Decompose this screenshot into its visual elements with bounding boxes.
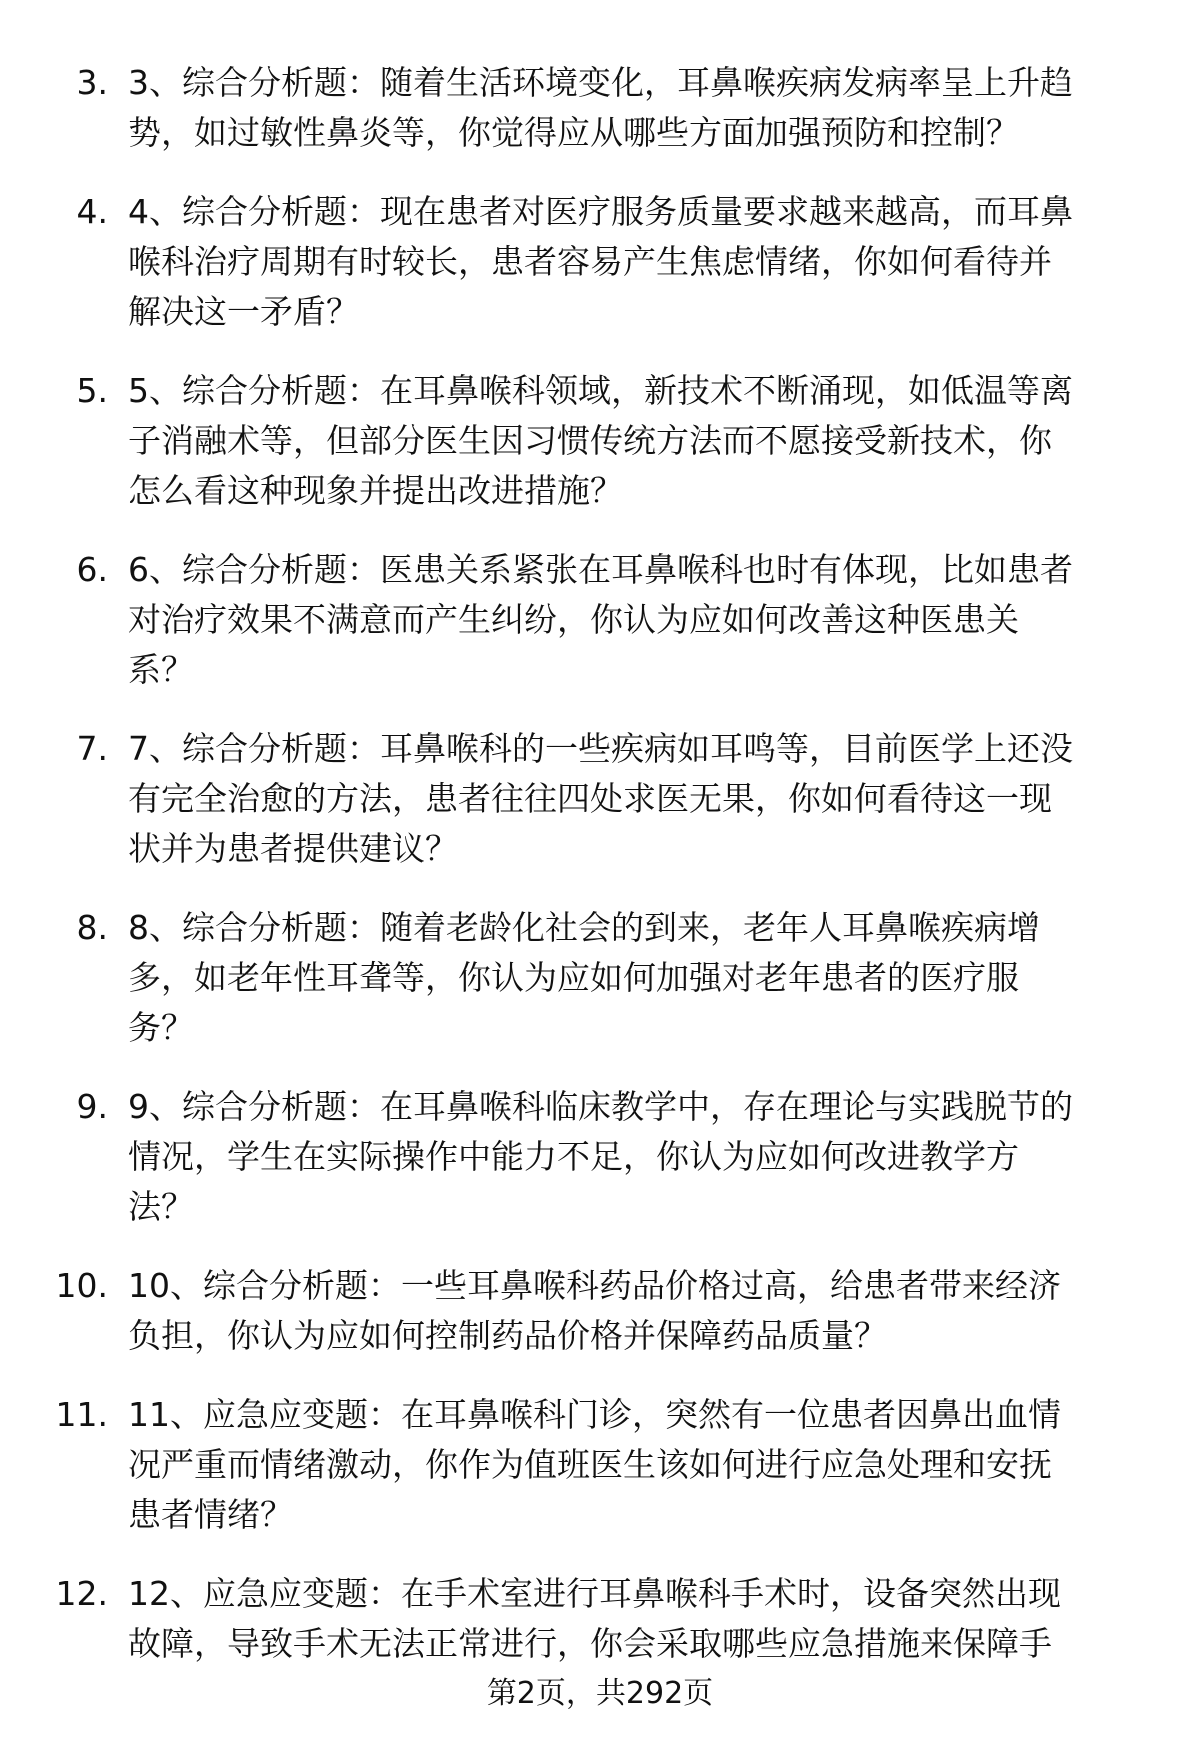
question-number: 7. [76, 729, 108, 768]
question-text [128, 1082, 1178, 1232]
question-text [128, 187, 1178, 337]
question-line: 况严重而情绪激动，你作为值班医生该如何进行应急处理和安抚 [128, 1445, 1052, 1484]
question-number: 8. [76, 908, 108, 947]
question-line: 12、应急应变题：在手术室进行耳鼻喉科手术时，设备突然出现 [128, 1574, 1061, 1613]
question-item [0, 1569, 1200, 1669]
question-number: 6. [76, 550, 108, 589]
question-line: 对治疗效果不满意而产生纠纷，你认为应如何改善这种医患关 [128, 600, 1019, 639]
question-line: 解决这一矛盾？ [128, 292, 359, 331]
question-item [0, 545, 1200, 695]
question-line: 7、综合分析题：耳鼻喉科的一些疾病如耳鸣等，目前医学上还没 [128, 729, 1073, 768]
question-number: 10. [55, 1266, 108, 1305]
question-item [0, 724, 1200, 874]
question-text [128, 545, 1178, 695]
question-line: 故障，导致手术无法正常进行，你会采取哪些应急措施来保障手 [128, 1624, 1052, 1663]
question-text [128, 903, 1178, 1053]
question-line: 3、综合分析题：随着生活环境变化，耳鼻喉疾病发病率呈上升趋 [128, 63, 1073, 102]
question-text [128, 1569, 1178, 1669]
question-line: 10、综合分析题：一些耳鼻喉科药品价格过高，给患者带来经济 [128, 1266, 1061, 1305]
question-item [0, 903, 1200, 1053]
question-line: 11、应急应变题：在耳鼻喉科门诊，突然有一位患者因鼻出血情 [128, 1395, 1061, 1434]
question-line: 情况，学生在实际操作中能力不足，你认为应如何改进教学方 [128, 1137, 1019, 1176]
question-line: 6、综合分析题：医患关系紧张在耳鼻喉科也时有体现，比如患者 [128, 550, 1073, 589]
question-line: 系？ [128, 650, 194, 689]
question-number: 11. [55, 1395, 108, 1434]
question-number: 4. [76, 192, 108, 231]
question-text [128, 1261, 1178, 1361]
page-number: 第2页，共292页 [486, 1676, 714, 1711]
question-line: 状并为患者提供建议？ [128, 829, 458, 868]
question-line: 势，如过敏性鼻炎等，你觉得应从哪些方面加强预防和控制？ [128, 113, 1019, 152]
question-item [0, 1261, 1200, 1361]
question-line: 务？ [128, 1008, 194, 1047]
question-line: 喉科治疗周期有时较长，患者容易产生焦虑情绪，你如何看待并 [128, 242, 1052, 281]
question-line: 子消融术等，但部分医生因习惯传统方法而不愿接受新技术，你 [128, 421, 1052, 460]
question-number: 3. [76, 63, 108, 102]
question-item [0, 58, 1200, 158]
question-line: 有完全治愈的方法，患者往往四处求医无果，你如何看待这一现 [128, 779, 1052, 818]
question-number: 5. [76, 371, 108, 410]
question-number: 12. [55, 1574, 108, 1613]
question-item [0, 1390, 1200, 1540]
question-line: 法？ [128, 1187, 194, 1226]
question-line: 5、综合分析题：在耳鼻喉科领域，新技术不断涌现，如低温等离 [128, 371, 1073, 410]
question-text [128, 58, 1178, 158]
question-line: 4、综合分析题：现在患者对医疗服务质量要求越来越高，而耳鼻 [128, 192, 1073, 231]
question-text [128, 1390, 1178, 1540]
question-text [128, 724, 1178, 874]
question-item [0, 366, 1200, 516]
question-line: 负担，你认为应如何控制药品价格并保障药品质量？ [128, 1316, 887, 1355]
question-number: 9. [76, 1087, 108, 1126]
question-line: 怎么看这种现象并提出改进措施？ [128, 471, 623, 510]
question-item [0, 187, 1200, 337]
question-text [128, 366, 1178, 516]
question-line: 9、综合分析题：在耳鼻喉科临床教学中，存在理论与实践脱节的 [128, 1087, 1073, 1126]
question-line: 多，如老年性耳聋等，你认为应如何加强对老年患者的医疗服 [128, 958, 1019, 997]
question-line: 患者情绪？ [128, 1495, 293, 1534]
question-list [0, 58, 1200, 1698]
question-item [0, 1082, 1200, 1232]
question-line: 8、综合分析题：随着老龄化社会的到来，老年人耳鼻喉疾病增 [128, 908, 1040, 947]
